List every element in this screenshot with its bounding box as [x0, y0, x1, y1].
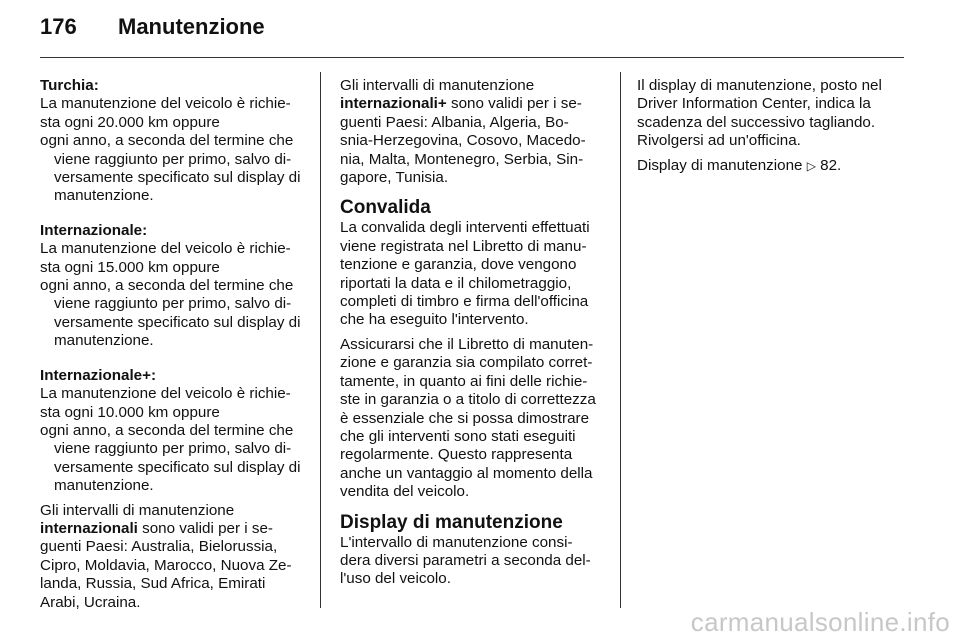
text-line: manutenzione. [54, 187, 154, 205]
text-line: Rivolgersi ad un'officina. [637, 132, 801, 150]
text-line: manutenzione. [54, 477, 154, 495]
text-line: guenti Paesi: Australia, Bielorussia, [40, 538, 278, 556]
text-line: Driver Information Center, indica la [637, 95, 871, 113]
paragraph-display-info [637, 77, 907, 151]
text-line: completi di timbro e firma dell'officina [340, 293, 589, 311]
section-turchia [40, 77, 308, 206]
text-line: viene raggiunto per primo, salvo di- [54, 295, 292, 313]
paragraph-display [340, 534, 608, 589]
section-intervalli [40, 502, 308, 612]
text-line: tamente, in quanto ai fini delle richie- [340, 372, 588, 390]
text-line: Cipro, Moldavia, Marocco, Nuova Ze- [40, 556, 292, 574]
text-line: vendita del veicolo. [340, 483, 470, 501]
page-header [40, 14, 265, 54]
heading-turchia: Turchia: [40, 77, 99, 94]
text-line: Il display di manutenzione, posto nel [637, 77, 882, 94]
text-line: landa, Russia, Sud Africa, Emirati [40, 575, 266, 593]
text-line: sta ogni 15.000 km oppure [40, 258, 220, 276]
section-internazionale-plus [40, 367, 308, 496]
column-divider-1 [320, 72, 321, 608]
text-line: nia, Malta, Montenegro, Serbia, Sin- [340, 150, 584, 168]
text-line: versamente specificato sul display di [54, 458, 301, 476]
cross-reference-line[interactable] [637, 157, 907, 175]
section-intervalli-plus [340, 77, 608, 187]
text-line: La manutenzione del veicolo è richie- [40, 385, 291, 403]
watermark: carmanualsonline.info [690, 607, 950, 637]
arrow-reference-icon: ▷ [806, 158, 816, 173]
text-line: Gli intervalli di manutenzione [40, 501, 235, 519]
text-line: l'uso del veicolo. [340, 570, 451, 588]
reference-text: Display di manutenzione [637, 156, 807, 174]
heading-display-manutenzione: Display di manutenzione [340, 511, 563, 533]
text-line: La convalida degli interventi effettuati [340, 219, 590, 237]
bold-term: internazionali [40, 519, 138, 537]
paragraph-convalida-1 [340, 219, 608, 329]
text-line: ste in garanzia o a titolo di correttezza [340, 391, 596, 409]
text-line: La manutenzione del veicolo è richie- [40, 240, 291, 258]
section-internazionale [40, 222, 308, 351]
text-fragment: sono validi per i se- [446, 95, 582, 113]
bold-term: internazionali+ [340, 95, 447, 113]
heading-convalida: Convalida [340, 197, 431, 219]
paragraph-convalida-2 [340, 336, 608, 502]
text-line: guenti Paesi: Albania, Algeria, Bo- [340, 113, 569, 131]
text-line: La manutenzione del veicolo è richie- [40, 95, 291, 113]
heading-internazionale: Internazionale: [40, 221, 148, 239]
column-divider-2 [620, 72, 621, 608]
text-line: regolarmente. Questo rappresenta [340, 446, 573, 464]
column-2 [340, 77, 608, 595]
column-1 [40, 77, 308, 618]
reference-page: 82. [815, 156, 842, 174]
text-fragment: sono validi per i se- [137, 519, 273, 537]
text-line: tenzione e garanzia, dove vengono [340, 256, 577, 274]
text-line: che gli interventi sono stati eseguiti [340, 427, 576, 445]
text-line: viene raggiunto per primo, salvo di- [54, 440, 292, 458]
text-line: Gli intervalli di manutenzione [340, 77, 535, 94]
text-line [40, 520, 308, 538]
text-line: L'intervallo di manutenzione consi- [340, 533, 573, 551]
text-line: versamente specificato sul display di [54, 313, 301, 331]
text-line: Arabi, Ucraina. [40, 593, 141, 611]
text-line: ogni anno, a seconda del termine che [40, 132, 294, 150]
text-line: sta ogni 10.000 km oppure [40, 403, 220, 421]
text-line: ogni anno, a seconda del termine che [40, 421, 294, 439]
text-line: versamente specificato sul display di [54, 169, 301, 187]
text-line [340, 95, 608, 113]
text-line: viene raggiunto per primo, salvo di- [54, 150, 292, 168]
text-line: viene registrata nel Libretto di manu- [340, 237, 587, 255]
text-line: manutenzione. [54, 332, 154, 350]
header-rule [40, 57, 904, 58]
text-line: dera diversi parametri a seconda del- [340, 551, 591, 569]
text-line: scadenza del successivo tagliando. [637, 113, 876, 131]
column-3 [637, 77, 907, 181]
cross-reference[interactable] [637, 157, 907, 175]
text-line: Assicurarsi che il Libretto di manuten- [340, 335, 594, 353]
text-line: snia-Herzegovina, Cosovo, Macedo- [340, 132, 586, 150]
heading-internazionale-plus: Internazionale+: [40, 366, 157, 384]
text-line: ogni anno, a seconda del termine che [40, 277, 294, 295]
text-line: zione e garanzia sia compilato corret- [340, 354, 593, 372]
text-line: anche un vantaggio al momento della [340, 464, 593, 482]
page-title: Manutenzione [118, 14, 265, 39]
text-line: sta ogni 20.000 km oppure [40, 113, 220, 131]
text-line: gapore, Tunisia. [340, 169, 449, 187]
text-line: riportati la data e il chilometraggio, [340, 274, 572, 292]
text-line: che ha eseguito l'intervento. [340, 311, 529, 329]
text-line: è essenziale che si possa dimostrare [340, 409, 590, 427]
page-number: 176 [40, 14, 77, 39]
